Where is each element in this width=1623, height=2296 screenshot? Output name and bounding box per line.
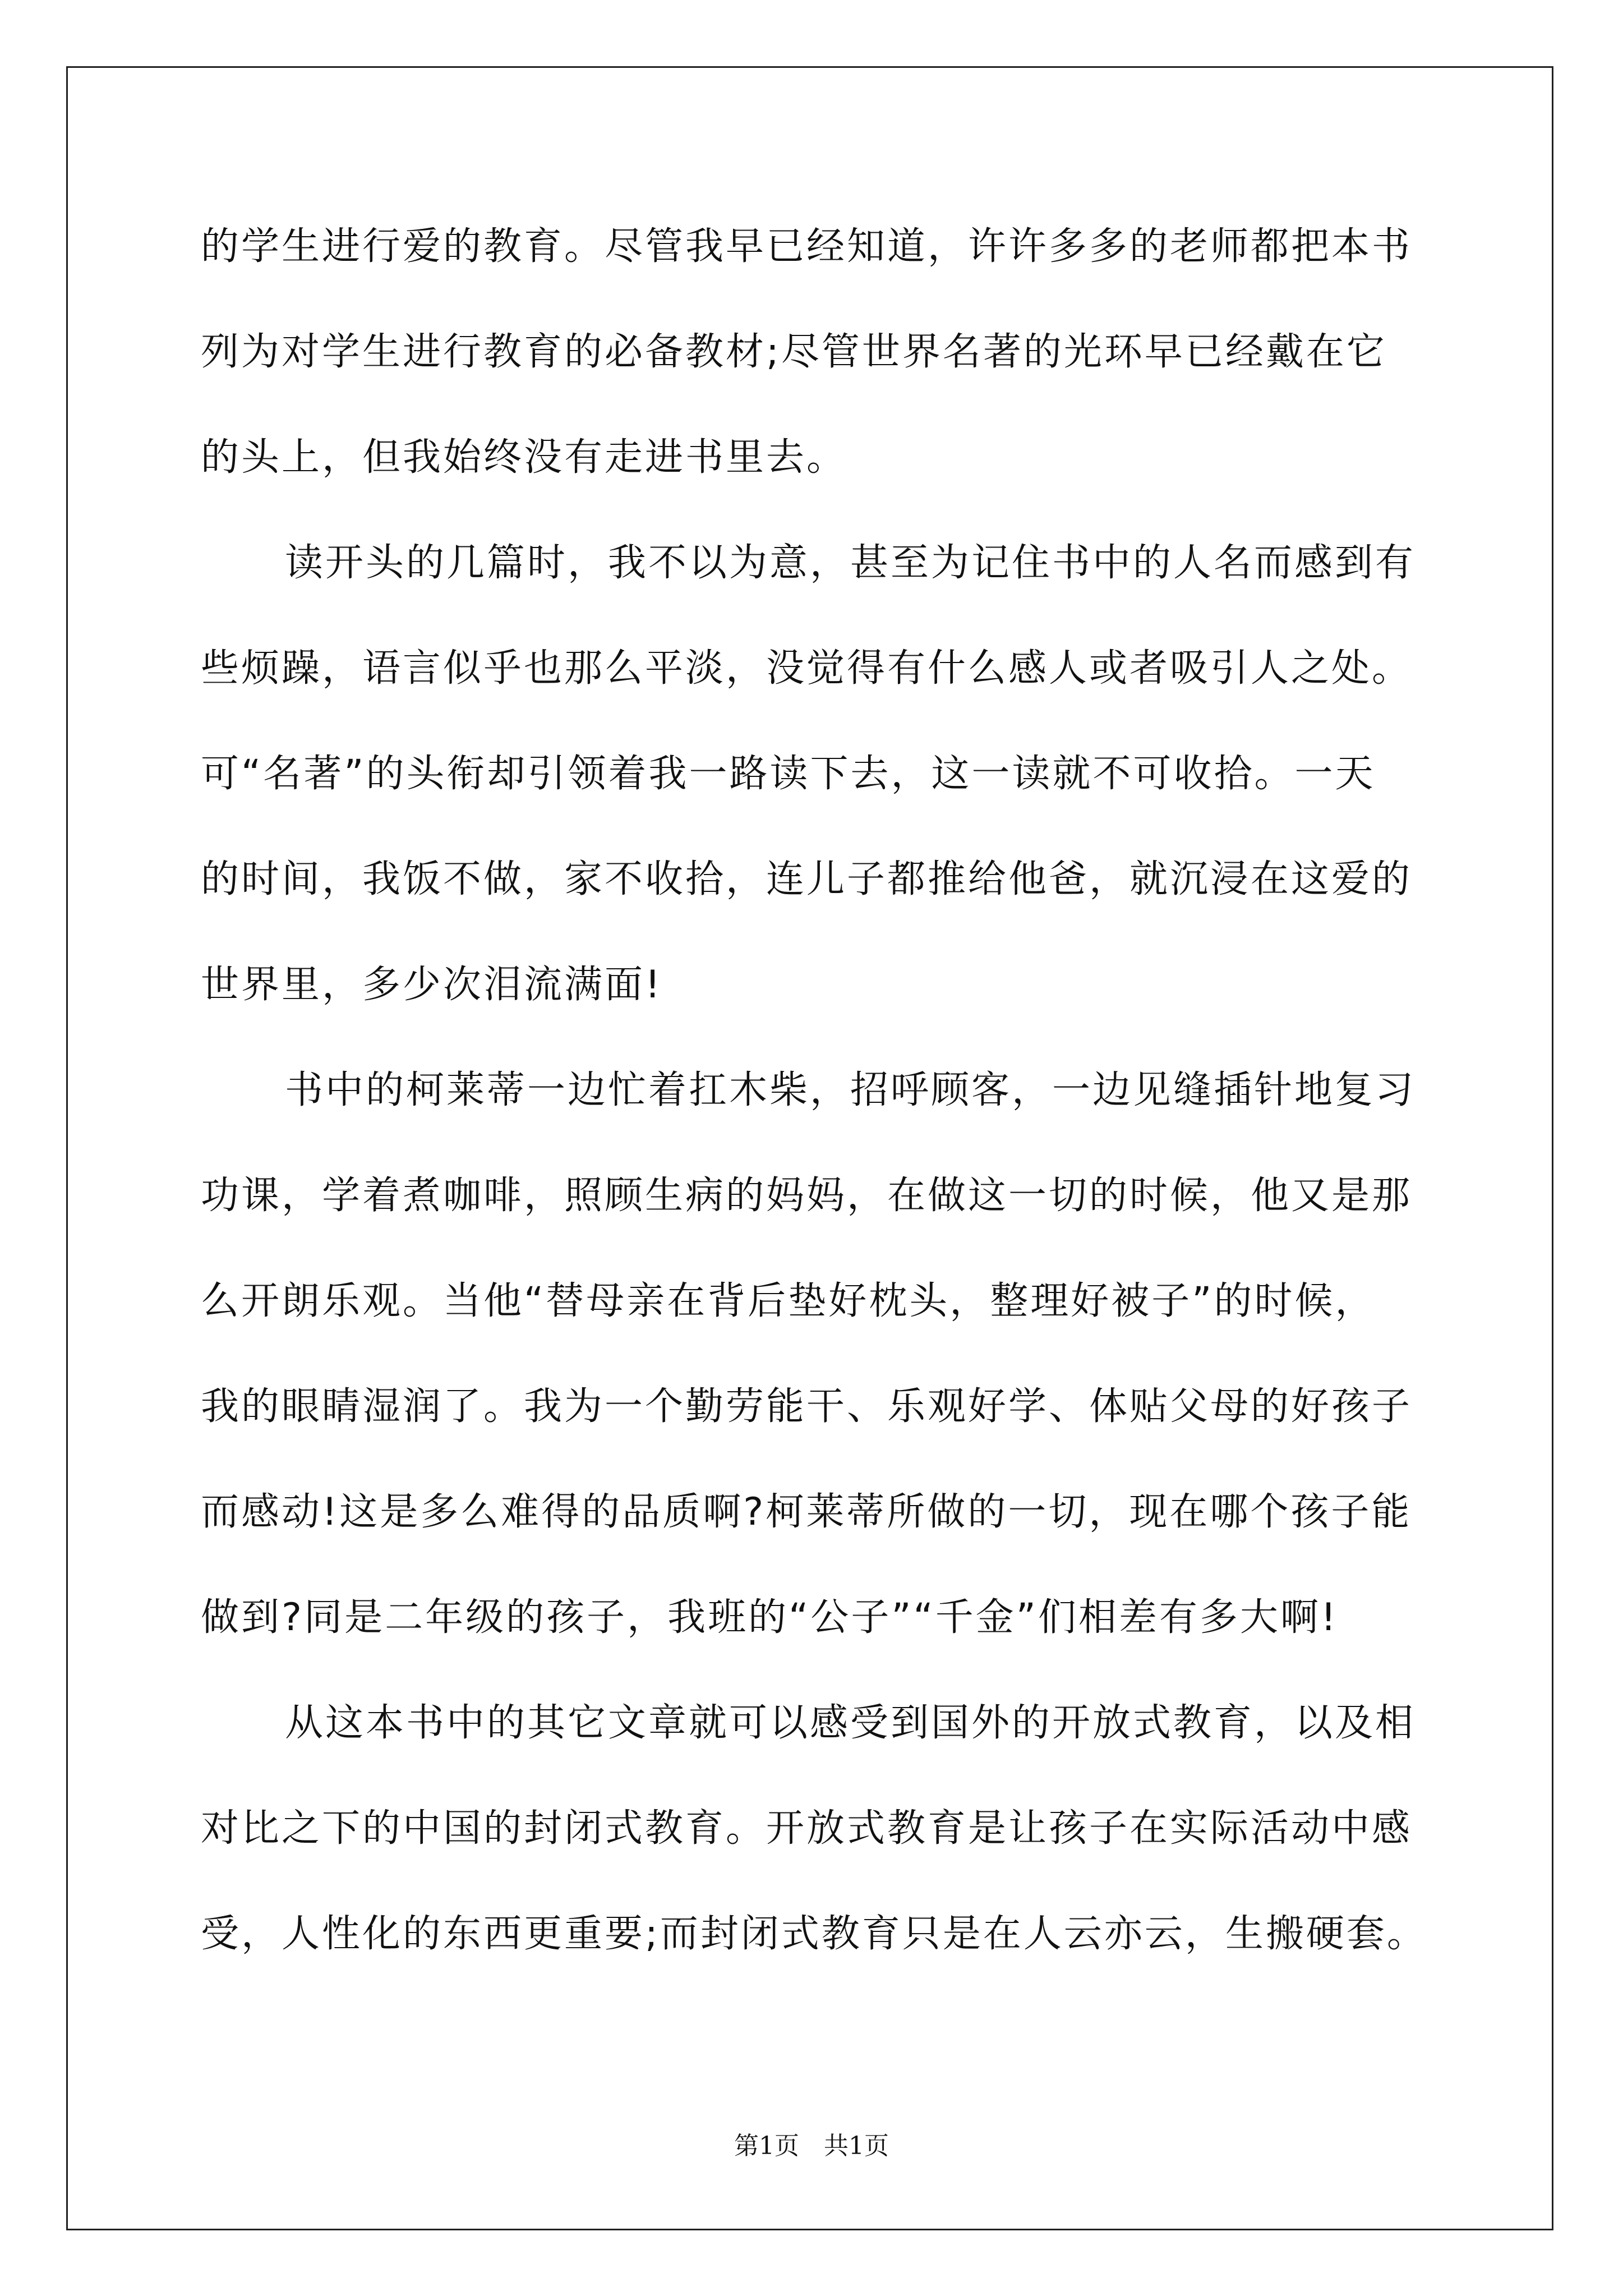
text-line: 的学生进行爱的教育。尽管我早已经知道，许许多多的老师都把本书 — [201, 224, 1413, 269]
text-line: 列为对学生进行教育的必备教材;尽管世界名著的光环早已经戴在它 — [201, 330, 1387, 374]
text-line: 从这本书中的其它文章就可以感受到国外的开放式教育，以及相 — [285, 1701, 1416, 1745]
text-line: 受，人性化的东西更重要;而封闭式教育只是在人云亦云，生搬硬套。 — [201, 1912, 1427, 1956]
document-body — [133, 0, 1440, 2019]
text-line: 世界里，多少次泪流满面! — [201, 963, 663, 1007]
text-line: 可“名著”的头衔却引领着我一路读下去，这一读就不可收拾。一天 — [201, 752, 1376, 796]
text-line: 么开朗乐观。当他“替母亲在背后垫好枕头，整理好被子”的时候， — [201, 1279, 1376, 1323]
text-line: 做到?同是二年级的孩子，我班的“公子”“千金”们相差有多大啊! — [201, 1595, 1339, 1640]
text-line: 读开头的几篇时，我不以为意，甚至为记住书中的人名而感到有 — [285, 541, 1416, 585]
text-line: 而感动!这是多么难得的品质啊?柯莱蒂所做的一切，现在哪个孩子能 — [201, 1490, 1412, 1534]
text-line: 的头上，但我始终没有走进书里去。 — [201, 435, 847, 480]
text-line: 我的眼睛湿润了。我为一个勤劳能干、乐观好学、体贴父母的好孩子 — [201, 1384, 1413, 1429]
page-footer: 第1页 共1页 — [734, 2132, 889, 2160]
text-line: 的时间，我饭不做，家不收拾，连儿子都推给他爸，就沉浸在这爱的 — [201, 857, 1413, 901]
text-line: 书中的柯莱蒂一边忙着扛木柴，招呼顾客，一边见缝插针地复习 — [285, 1068, 1416, 1112]
text-line: 功课，学着煮咖啡，照顾生病的妈妈，在做这一切的时候，他又是那 — [201, 1174, 1413, 1218]
text-line: 对比之下的中国的封闭式教育。开放式教育是让孩子在实际活动中感 — [201, 1806, 1413, 1851]
text-line: 些烦躁，语言似乎也那么平淡，没觉得有什么感人或者吸引人之处。 — [201, 646, 1413, 691]
